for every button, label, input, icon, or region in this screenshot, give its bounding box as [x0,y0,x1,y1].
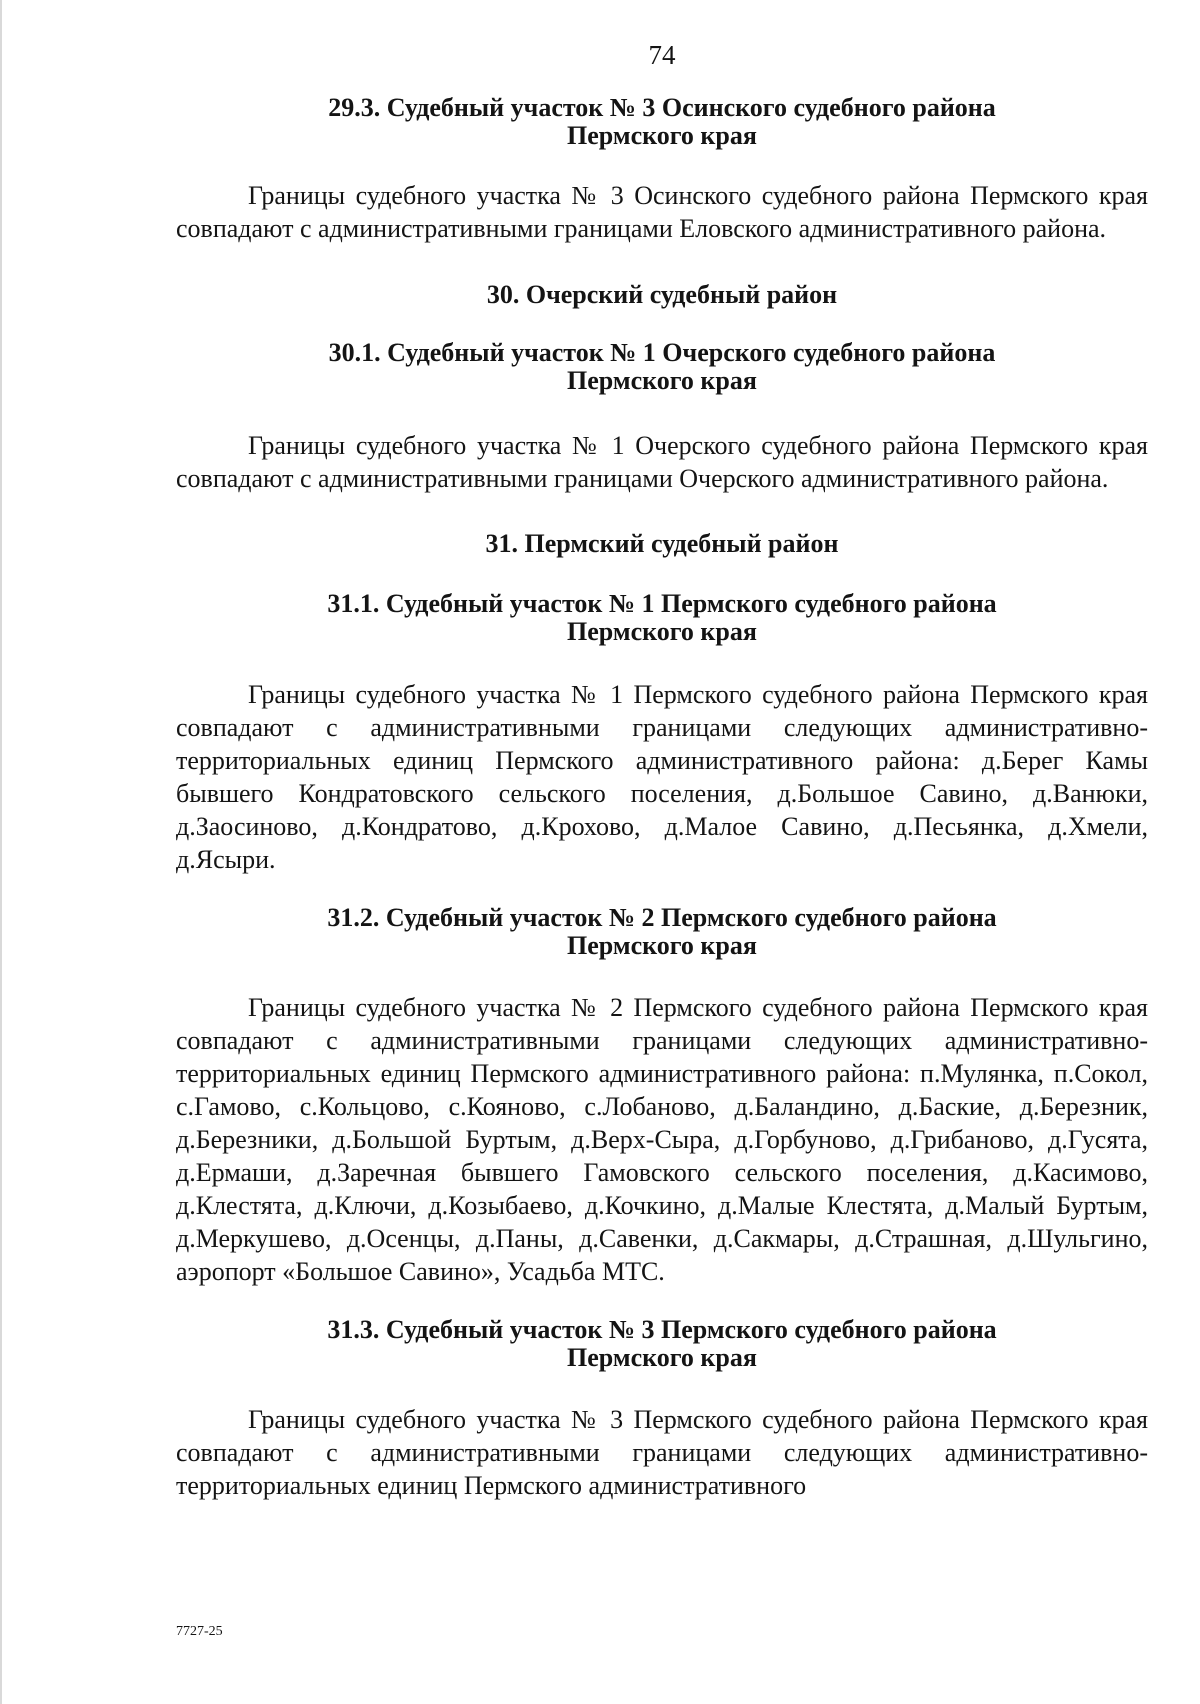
document-code: 7727-25 [176,1624,223,1639]
subsection-heading-line: Пермского края [567,1343,757,1372]
subsection-heading-line: 29.3. Судебный участок № 3 Осинского судебного района [328,93,996,122]
subsection-heading-line: 30.1. Судебный участок № 1 Очерского судебного района [328,338,996,367]
body-paragraph: Границы судебного участка № 1 Пермского судебного района Пермского края совпадают с административными границами следующих административно-территориальных единиц Пермского административного района: д.Берег Камы бывшего Кондратовского сельского поселения, д.Большое Савино, д.Ванюки, д.Заосиново, д.Кондратово, д.Крохово, д.Малое Савино, д.Песьянка, д.Хмели, д.Ясыри. [176,680,1148,874]
section-heading-31: 31. Пермский судебный район [485,529,839,558]
subsection-heading-line: Пермского края [567,121,757,150]
document-body [176,94,1148,1502]
subsection-heading-line: 31.1. Судебный участок № 1 Пермского судебного района [327,589,997,618]
page-number: 74 [648,40,676,70]
subsection-heading-line: 31.3. Судебный участок № 3 Пермского судебного района [327,1315,997,1344]
subsection-heading-31-1 [176,590,1148,646]
body-paragraph: Границы судебного участка № 1 Очерского судебного района Пермского края совпадают с административными границами Очерского административного района. [176,431,1148,493]
subsection-heading-31-3 [176,1316,1148,1372]
body-paragraph: Границы судебного участка № 3 Пермского судебного района Пермского края совпадают с административными границами следующих административно-территориальных единиц Пермского административного [176,1405,1148,1500]
body-paragraph: Границы судебного участка № 3 Осинского судебного района Пермского края совпадают с административными границами Еловского административного района. [176,181,1148,243]
section-heading-30: 30. Очерский судебный район [486,280,838,309]
subsection-heading-line: Пермского края [567,931,757,960]
subsection-heading-30-1 [176,339,1148,395]
subsection-heading-29-3 [176,94,1148,150]
subsection-heading-line: Пермского края [567,617,757,646]
subsection-heading-31-2 [176,904,1148,960]
subsection-heading-line: 31.2. Судебный участок № 2 Пермского судебного района [327,903,997,932]
body-paragraph: Границы судебного участка № 2 Пермского судебного района Пермского края совпадают с административными границами следующих административно-территориальных единиц Пермского административного района: п.Мулянка, п.Сокол, с.Гамово, с.Кольцово, с.Кояново, с.Лобаново, д.Баландино, д.Баские, д.Березник, д.Березники, д.Большой Буртым, д.Верх-Сыра, д.Горбуново, д.Грибаново, д.Гусята, д.Ермаши, д.Заречная бывшего Гамовского сельского поселения, д.Касимово, д.Клестята, д.Ключи, д.Козыбаево, д.Кочкино, д.Малые Клестята, д.Малый Буртым, д.Меркушево, д.Осенцы, д.Паны, д.Савенки, д.Сакмары, д.Страшная, д.Шульгино, аэропорт «Большое Савино», Усадьба МТС. [176,993,1148,1286]
subsection-heading-line: Пермского края [567,366,757,395]
